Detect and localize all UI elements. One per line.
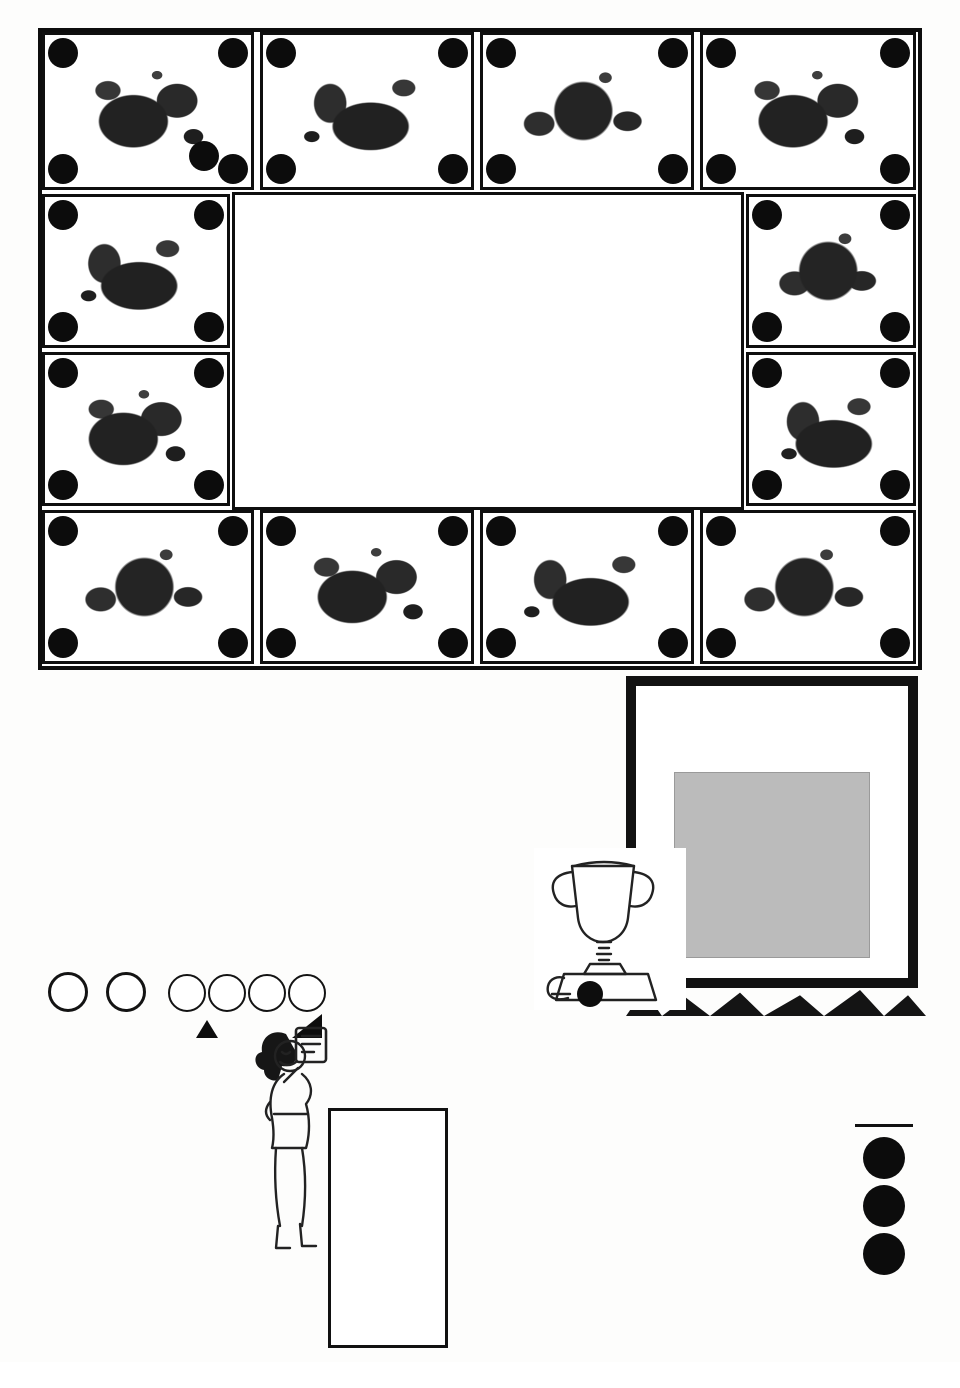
pick-number-ball xyxy=(863,1137,905,1179)
corner-number-ball xyxy=(706,516,736,546)
open-wave-headline xyxy=(648,1028,940,1036)
picture-panel xyxy=(42,194,230,348)
corner-number-ball xyxy=(880,200,910,230)
corner-number-ball xyxy=(658,516,688,546)
picture-panel xyxy=(42,510,254,664)
panel-illustration xyxy=(275,525,459,649)
top-banner xyxy=(0,2,960,26)
panel-illustration xyxy=(275,47,459,175)
pick-number-ball xyxy=(863,1233,905,1275)
corner-number-ball xyxy=(48,200,78,230)
picture-panel xyxy=(746,352,916,506)
panel-illustration xyxy=(495,47,679,175)
corner-number-ball xyxy=(194,470,224,500)
corner-number-ball xyxy=(706,628,736,658)
corner-number-ball xyxy=(658,38,688,68)
corner-number-ball xyxy=(752,200,782,230)
corner-number-ball xyxy=(706,154,736,184)
corner-number-ball xyxy=(438,38,468,68)
panel-illustration xyxy=(57,367,215,491)
corner-number-ball xyxy=(486,154,516,184)
corner-number-ball xyxy=(880,38,910,68)
corner-number-ball xyxy=(218,38,248,68)
corner-number-ball xyxy=(438,154,468,184)
corner-number-ball xyxy=(48,312,78,342)
corner-number-ball xyxy=(48,516,78,546)
panel-illustration xyxy=(57,525,239,649)
picture-panel xyxy=(480,510,694,664)
corner-number-ball xyxy=(48,470,78,500)
scrambled-puzzle-image xyxy=(674,772,870,958)
corner-number-ball xyxy=(706,38,736,68)
corner-number-ball xyxy=(266,628,296,658)
blue-wave-column xyxy=(452,1108,504,1138)
corner-number-ball xyxy=(194,200,224,230)
corner-number-ball xyxy=(658,154,688,184)
picture-panel xyxy=(42,32,254,190)
green-wave-column xyxy=(511,1108,563,1138)
corner-number-ball xyxy=(218,628,248,658)
joke-section xyxy=(38,1030,332,1380)
panel-illustration xyxy=(761,367,901,491)
corner-number-ball xyxy=(194,358,224,388)
corner-number-ball xyxy=(438,516,468,546)
corner-number-ball xyxy=(218,154,248,184)
corner-number-ball xyxy=(48,358,78,388)
picture-panel xyxy=(700,510,916,664)
corner-number-ball xyxy=(48,154,78,184)
corner-number-ball xyxy=(658,628,688,658)
right-margin-strip xyxy=(922,0,960,1388)
corner-number-ball xyxy=(486,38,516,68)
corner-number-ball xyxy=(880,358,910,388)
pei-number-ball xyxy=(208,974,246,1012)
dan-tuo-balls xyxy=(40,972,324,1016)
corner-number-ball xyxy=(880,312,910,342)
panel-illustration xyxy=(715,47,901,175)
corner-number-ball xyxy=(880,628,910,658)
panel-illustration xyxy=(57,209,215,333)
panel-illustration xyxy=(715,525,901,649)
corner-number-ball xyxy=(266,38,296,68)
picture-panel xyxy=(260,32,474,190)
panel-illustration xyxy=(495,525,679,649)
picture-panel xyxy=(42,352,230,506)
wave-columns xyxy=(452,1108,622,1138)
left-margin-strip xyxy=(0,0,38,1388)
code-poem-panel xyxy=(232,192,744,510)
five-road-numbers xyxy=(852,1112,916,1275)
corner-number-ball xyxy=(752,358,782,388)
corner-number-ball xyxy=(194,312,224,342)
picture-panel xyxy=(480,32,694,190)
dan-tuo-section xyxy=(40,674,324,1030)
corner-number-ball xyxy=(880,154,910,184)
divider-rule xyxy=(855,1124,913,1127)
corner-number-ball xyxy=(266,516,296,546)
corner-number-ball xyxy=(880,470,910,500)
red-wave-column xyxy=(570,1108,622,1138)
corner-number-ball xyxy=(752,470,782,500)
corner-number-ball xyxy=(486,516,516,546)
pick-number-ball xyxy=(863,1185,905,1227)
corner-number-ball xyxy=(48,38,78,68)
picture-panel xyxy=(700,32,916,190)
dan-number-ball xyxy=(48,972,88,1012)
corner-number-ball xyxy=(486,628,516,658)
pei-number-ball xyxy=(248,974,286,1012)
corner-number-ball xyxy=(266,154,296,184)
pei-number-ball xyxy=(168,974,206,1012)
corner-number-ball xyxy=(752,312,782,342)
dan-number-ball xyxy=(106,972,146,1012)
panel-illustration xyxy=(761,209,901,333)
extra-number-ball xyxy=(189,141,219,171)
trophy-icon xyxy=(534,848,686,1010)
corner-number-ball xyxy=(880,516,910,546)
picture-panel xyxy=(260,510,474,664)
corner-number-ball xyxy=(218,516,248,546)
pei-number-ball xyxy=(288,974,326,1012)
corner-number-ball xyxy=(438,628,468,658)
corner-number-ball xyxy=(48,628,78,658)
dan-tuo-labels xyxy=(40,940,324,958)
wave-ball-grid xyxy=(328,1108,448,1348)
picture-panel xyxy=(746,194,916,348)
